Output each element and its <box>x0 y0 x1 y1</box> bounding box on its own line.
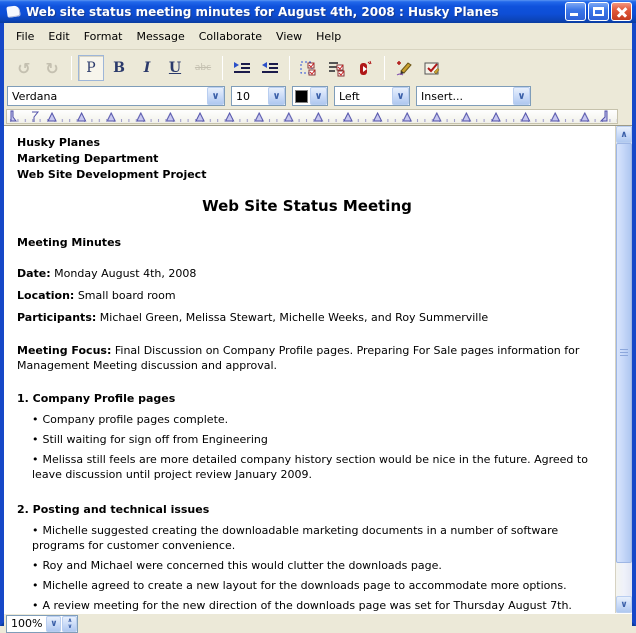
chevron-down-icon[interactable]: ∨ <box>207 87 224 105</box>
bullet-item: • Michelle suggested creating the downloadable marketing documents in a number of software programs for customer convenience. <box>32 524 559 552</box>
insert-field-button[interactable] <box>352 55 378 81</box>
ruler[interactable] <box>6 109 618 124</box>
menu-edit[interactable]: Edit <box>48 29 70 43</box>
bullet-item: • Melissa still feels are more detailed company history section would be nice in the future. Agreed to leave discussion until project review January 2009. <box>32 453 588 481</box>
message-body[interactable] <box>4 126 615 613</box>
bullet-item: • Company profile pages complete. <box>32 413 229 426</box>
alignment-value: Left <box>339 89 360 103</box>
section-heading: 1. Company Profile pages <box>17 392 176 405</box>
undo-icon: ↺ <box>17 58 31 78</box>
font-controls-row <box>4 86 632 108</box>
insert-value: Insert... <box>421 89 464 103</box>
bullet-icon: • <box>32 599 39 612</box>
bullet-icon: • <box>32 413 39 426</box>
font-color-select[interactable] <box>292 86 328 106</box>
alignment-select[interactable] <box>334 86 410 106</box>
create-section-icon <box>300 60 318 77</box>
font-name-select[interactable] <box>7 86 225 106</box>
minimize-button[interactable] <box>565 2 586 21</box>
indent-increase-icon <box>233 60 251 76</box>
permanent-pen-icon <box>395 60 413 77</box>
window-title: Web site status meeting minutes for August 4th, 2008 : Husky Planes <box>26 4 499 19</box>
meta-participants: Participants: Michael Green, Melissa Stewart, Michelle Weeks, and Roy Summerville <box>17 311 489 324</box>
chevron-up-icon: ∧ <box>67 616 73 624</box>
bullet-item: • Roy and Michael were concerned this would clutter the downloads page. <box>32 559 442 572</box>
close-button[interactable] <box>611 2 632 21</box>
indent-decrease-button[interactable] <box>257 55 283 81</box>
menu-message[interactable]: Message <box>136 29 185 43</box>
vertical-scrollbar[interactable] <box>615 126 632 613</box>
font-size-select[interactable] <box>231 86 286 106</box>
toolbar-separator <box>71 56 72 80</box>
permanent-pen-button[interactable] <box>391 55 417 81</box>
chevron-down-icon[interactable]: ∨ <box>268 87 285 105</box>
chevron-down-icon[interactable]: ∨ <box>310 87 327 105</box>
ruler-marks <box>7 110 617 123</box>
bullet-item: • A review meeting for the new direction of the downloads page was set for Thursday August 7th. <box>32 599 572 612</box>
create-list-section-button[interactable] <box>324 55 350 81</box>
bullet-icon: • <box>32 559 39 572</box>
scroll-up-button[interactable] <box>616 126 632 143</box>
spell-check-icon <box>423 60 441 77</box>
formatting-toolbar <box>4 50 632 86</box>
toolbar-separator <box>289 56 290 80</box>
insert-field-icon <box>357 60 373 77</box>
ruler-row <box>4 108 632 125</box>
doc-header-line: Husky Planes <box>17 136 100 149</box>
maximize-button[interactable] <box>588 2 609 21</box>
toolbar-separator <box>384 56 385 80</box>
meta-date: Date: Monday August 4th, 2008 <box>17 267 197 280</box>
doc-header-line: Marketing Department <box>17 152 159 165</box>
memo-icon <box>6 5 22 19</box>
chevron-down-icon[interactable]: ∨ <box>392 87 409 105</box>
status-bar <box>4 613 632 633</box>
chevron-up-icon: ∧ <box>620 129 628 140</box>
insert-select[interactable] <box>416 86 531 106</box>
thumb-grip <box>620 349 628 357</box>
zoom-spinner[interactable] <box>62 616 77 632</box>
scrollbar-track[interactable] <box>616 563 632 596</box>
indent-decrease-icon <box>261 60 279 76</box>
doc-subtitle: Meeting Minutes <box>17 236 122 249</box>
title-bar[interactable] <box>0 0 636 23</box>
bullet-icon: • <box>32 524 39 537</box>
menu-help[interactable]: Help <box>316 29 342 43</box>
scrollbar-thumb[interactable] <box>616 143 632 563</box>
minimize-icon <box>570 13 578 16</box>
paragraph-style-button[interactable]: P <box>78 55 104 81</box>
create-section-button[interactable] <box>296 55 322 81</box>
spell-check-button[interactable] <box>419 55 445 81</box>
zoom-level: 100% <box>11 617 43 630</box>
menu-format[interactable]: Format <box>83 29 123 43</box>
create-list-section-icon <box>328 60 346 77</box>
zoom-control[interactable] <box>6 615 78 633</box>
menu-collaborate[interactable]: Collaborate <box>198 29 263 43</box>
chevron-down-icon: ∨ <box>50 618 58 629</box>
doc-header-line: Web Site Development Project <box>17 168 207 181</box>
scroll-down-button[interactable] <box>616 596 632 613</box>
chevron-down-icon: ∨ <box>620 599 628 610</box>
chevron-down-icon[interactable]: ∨ <box>513 87 530 105</box>
zoom-dropdown-button[interactable] <box>46 616 61 632</box>
menu-file[interactable]: File <box>16 29 35 43</box>
bullet-item: • Michelle agreed to create a new layout for the downloads page to accommodate more options. <box>32 579 567 592</box>
strikethrough-button[interactable]: abc <box>194 63 212 73</box>
meta-block <box>17 263 597 329</box>
bullet-icon: • <box>32 579 39 592</box>
italic-button[interactable]: I <box>143 60 151 76</box>
menu-bar <box>4 23 632 50</box>
underline-button[interactable]: U <box>168 60 182 76</box>
bullet-icon: • <box>32 453 39 466</box>
undo-button[interactable] <box>11 55 37 81</box>
document-area <box>4 125 632 613</box>
doc-title: Web Site Status Meeting <box>202 197 412 215</box>
bullet-item: • Still waiting for sign off from Engineering <box>32 433 268 446</box>
chevron-down-icon: ∨ <box>67 622 73 630</box>
indent-increase-button[interactable] <box>229 55 255 81</box>
toolbar-separator <box>222 56 223 80</box>
meeting-focus: Meeting Focus: Final Discussion on Company Profile pages. Preparing For Sale pages information for Management Meeting discussion and approval. <box>17 344 580 372</box>
bullet-icon: • <box>32 433 39 446</box>
font-name-value: Verdana <box>12 89 58 103</box>
color-swatch <box>295 90 308 103</box>
bold-button[interactable]: B <box>113 60 125 76</box>
menu-view[interactable]: View <box>276 29 303 43</box>
redo-button[interactable] <box>39 55 65 81</box>
meta-location: Location: Small board room <box>17 289 176 302</box>
redo-icon: ↻ <box>45 58 59 78</box>
maximize-icon <box>593 7 604 16</box>
section-heading: 2. Posting and technical issues <box>17 503 210 516</box>
font-size-value: 10 <box>236 89 250 103</box>
